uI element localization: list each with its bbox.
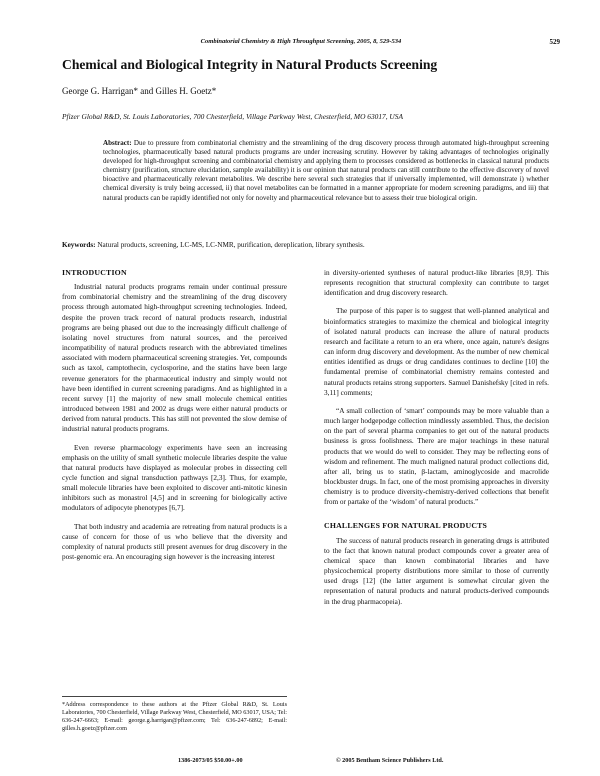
- correspondence-footnote: *Address correspondence to these authors at the Pfizer Global R&D, St. Louis Laboratories, 700 Chesterfield, Village Parkway West, Chesterfield, MO 63017, USA; Tel: 636-247-6663; E-mail: george.g.harrigan@pfizer.com; Tel: 636-247-6892; E-mail: gilles.h.goetz@pfizer.com: [62, 696, 287, 733]
- challenges-heading: CHALLENGES FOR NATURAL PRODUCTS: [324, 521, 488, 531]
- abstract: [103, 139, 549, 203]
- keywords-label: Keywords:: [62, 241, 96, 249]
- author-affiliation: Pfizer Global R&D, St. Louis Laboratories, 700 Chesterfield, Village Parkway West, Chesterfield, MO 63017, USA: [62, 112, 403, 121]
- intro-paragraph-2: Even reverse pharmacology experiments have seen an increasing emphasis on the utility of small synthetic molecule libraries despite the value that natural products have displayed as molecular probes in dissecting cell cycle function and signal transduction pathways [2,3]. Thus, for example, small molecule libraries have been exploited to discover anti-mitotic kinesin inhibitors such as monastrol [4,5] and in screening for biologically active modulators of adipocyte phenotypes [6,7].: [62, 443, 287, 513]
- danishefsky-quote: “A small collection of ‘smart’ compounds may be more valuable than a much larger hodgepodge collection mindlessly assembled. Thus, the decision on the part of several pharma companies to get out of the natural products business is gross foolishness. There are major teachings in these natural products that we would do well to consider. They may be reflecting eons of wisdom and refinement. The much maligned natural product collections did, after all, bring us to statin, β-lactam, aminoglycoside and macrolide blockbuster drugs. In fact, one of the most promising approaches in diversity chemistry is to produce diversity-chemistry-derived collections that benefit from or partake of the ‘wisdom’ of natural products.”: [324, 406, 549, 507]
- left-column: [62, 268, 287, 570]
- article-title: Chemical and Biological Integrity in Natural Products Screening: [62, 57, 438, 72]
- running-head: Combinatorial Chemistry & High Throughput Screening, 2005, 8, 529-534: [200, 38, 402, 45]
- keywords-text: Natural products, screening, LC-MS, LC-NMR, purification, dereplication, library synthesis.: [97, 241, 365, 249]
- challenges-paragraph-1: The success of natural products research in generating drugs is attributed to the fact that known natural product compounds cover a greater area of chemical space than known combinatorial libraries and have physicochemical property distributions more similar to those of currently used drugs [12] (the latter argument is somewhat circular given the representation of natural products and natural products-derived compounds in the drug pharmacopeia).: [324, 536, 549, 606]
- article-authors: George G. Harrigan* and Gilles H. Goetz*: [62, 86, 217, 96]
- intro-paragraph-1: Industrial natural products programs remain under continual pressure from combinatorial chemistry and the streamlining of the drug discovery process through automated high-throughput screening technologies. Indeed, despite the proven track record of natural products research, industrial programs are being phased out due to the increasingly difficult challenge of isolating novel structures from natural sources, and the perceived incompatibility of natural products research with the abbreviated timelines associated with modern pharmaceutical screening strategies. Yet, compounds such as taxol, camptothecin, cyclosporine, and the statins have been large revenue generators for the pharmaceutical industry and simply would not have been identified in current screening paradigms. And as highlighted in a recent survey [1] the majority of new small molecule chemical entities introduced between 1981 and 2002 as drugs were either natural products or derived from natural products. This has still not prevented the slow demise of industrial natural products programs.: [62, 283, 287, 434]
- footer-issn: 1386-2073/05 $50.00+.00: [178, 757, 243, 764]
- abstract-text: Due to pressure from combinatorial chemistry and the streamlining of the drug discovery process through automated high-throughput screening technologies, pharmaceutically based natural products programs are under increasing scrutiny. However by taking advantages of technologies originally developed for high-throughput screening and combinatorial chemistry and applying them to processes considered as bottlenecks in classical natural products chemistry (purification, structure elucidation, sample availability) it is our opinion that natural products can still contribute to the effective discovery of novel bioactive and pharmaceutically relevant metabolites. We describe here several such strategies that if universally implemented, will demonstrate i) whether chemical diversity is truly being accessed, ii) that novel metabolites can be formatted in a manner appropriate for modern screening paradigms, and iii) that natural products can be rapidly identified not only for novelty and pharmaceutical relevance but to assess their true biological origin.: [103, 139, 549, 202]
- keywords: [62, 240, 550, 250]
- introduction-heading: INTRODUCTION: [62, 268, 127, 277]
- right-paragraph-2: The purpose of this paper is to suggest that well-planned analytical and bioinformatics strategies to maximize the chemical and biological integrity of isolated natural products can increase the allure of natural products research and facilitate a return to an era where, once again, nature's designs can inform drug discovery and development. As the number of new chemical entities identified as drugs or drug candidates continues to decline [10] the fundamental premise of combinatorial chemistry remains contested and natural products retains strong supporters. Samuel Danishefsky [cited in refs. 3,11] comments;: [324, 307, 549, 397]
- page-number: 529: [549, 38, 560, 46]
- abstract-label: Abstract:: [103, 139, 132, 147]
- intro-paragraph-3: That both industry and academia are retreating from natural products is a cause of concern for those of us who believe that the diversity and complexity of natural products still present avenues for drug discovery in the post-genomic era. An encouraging sign however is the increasing interest: [62, 522, 287, 562]
- footer-copyright: © 2005 Bentham Science Publishers Ltd.: [336, 757, 444, 764]
- right-column: [324, 268, 549, 615]
- right-paragraph-1: in diversity-oriented syntheses of natural product-like libraries [8,9]. This represents recognition that structural complexity can contribute to target identification and drug discovery research.: [324, 269, 549, 298]
